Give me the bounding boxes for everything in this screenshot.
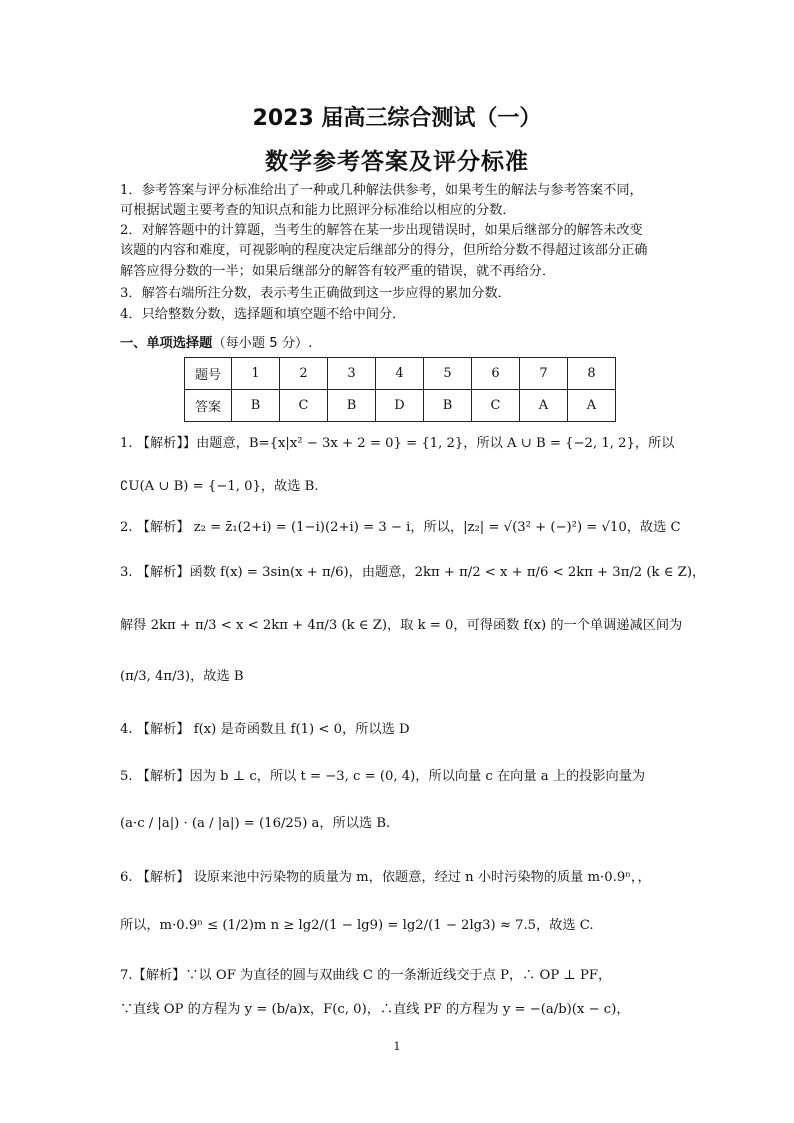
solution-7-line: ∵直线 OP 的方程为 y = (b/a)x，F(c, 0)，∴直线 PF 的方程为 y = −(a/b)(x − c)， [120,1002,630,1017]
table-cell: 5 [424,358,472,390]
table-cell: D [376,390,424,422]
solution-6-line: 6. 【解析】 设原来池中污染物的质量为 m，依题意，经过 n 小时污染物的质量 m·0.9ⁿ，， [120,870,651,885]
note-line: 该题的内容和难度，可视影响的程度决定后继部分的得分，但所给分数不得超过该部分正确 [120,243,648,258]
page-number: 1 [393,1040,401,1053]
table-cell: 1 [232,358,280,390]
table-cell: 2 [280,358,328,390]
solution-3-line: (π/3, 4π/3)，故选 B [120,669,244,684]
solution-7-line: 7.【解析】∵以 OF 为直径的圆与双曲线 C 的一条渐近线交于点 P，∴ OP ⊥ PF， [120,968,612,983]
table-cell: 7 [520,358,568,390]
solution-3-line: 3. 【解析】函数 f(x) = 3sin(x + π/6)，由题意，2kπ + π/2 < x + π/6 < 2kπ + 3π/2 (k ∈ Z)， [120,565,706,580]
solution-4-line: 4. 【解析】 f(x) 是奇函数且 f(1) < 0，所以选 D [120,722,410,737]
note-line: 可根据试题主要考查的知识点和能力比照评分标准给以相应的分数． [120,203,516,218]
note-line: 3．解答右端所注分数，表示考生正确做到这一步应得的累加分数． [120,286,511,301]
table-cell: 8 [568,358,616,390]
section-label: 一、单项选择题 [120,336,213,351]
section-heading [120,332,312,351]
table-cell: B [232,390,280,422]
row-header: 答案 [185,390,232,422]
solution-3-line: 解得 2kπ + π/3 < x < 2kπ + 4π/3 (k ∈ Z)，取 k = 0，可得函数 f(x) 的一个单调递减区间为 [120,618,683,633]
note-line: 解答应得分数的一半；如果后继部分的解答有较严重的错误，就不再给分． [120,264,556,279]
page-title: 2023 届高三综合测试（一） [252,106,542,131]
note-line: 2．对解答题中的计算题，当考生的解答在某一步出现错误时，如果后继部分的解答未改变 [120,223,643,238]
table-row-numbers [185,358,616,390]
table-cell: A [568,390,616,422]
table-cell: C [280,390,328,422]
table-cell: 6 [472,358,520,390]
section-note: （每小题 5 分）. [212,336,313,351]
page-subtitle: 数学参考答案及评分标准 [265,149,529,175]
note-line: 1．参考答案与评分标准给出了一种或几种解法供参考，如果考生的解法与参考答案不同， [120,183,643,198]
solution-5-line: 5. 【解析】因为 b ⊥ c，所以 t = −3, c = (0, 4)，所以向量 c 在向量 a 上的投影向量为 [120,769,646,784]
table-cell: B [424,390,472,422]
table-cell: B [328,390,376,422]
answer-table [184,357,616,422]
table-cell: C [472,390,520,422]
table-cell: 4 [376,358,424,390]
row-header: 题号 [185,358,232,390]
solution-1-line: ∁U(A ∪ B) = {−1, 0}，故选 B. [120,479,319,494]
note-line: 4．只给整数分数，选择题和填空题不给中间分． [120,307,406,322]
table-cell: 3 [328,358,376,390]
solution-6-line: 所以，m·0.9ⁿ ≤ (1/2)m n ≥ lg2/(1 − lg9) = lg2/(1 − 2lg3) ≈ 7.5，故选 C. [120,918,594,933]
solution-1-line: 1. 【解析】】由题意，B={x|x² − 3x + 2 = 0} = {1, 2}，所以 A ∪ B = {−2, 1, 2}，所以 [120,436,675,451]
solution-2-line: 2. 【解析】 z₂ = z̄₁(2+i) = (1−i)(2+i) = 3 − i，所以，|z₂| = √(3² + (−)²) = √10，故选 C [120,520,681,535]
table-cell: A [520,390,568,422]
solution-5-line: (a·c / |a|) · (a / |a|) = (16/25) a，所以选 B. [120,816,391,831]
table-row-answers [185,390,616,422]
